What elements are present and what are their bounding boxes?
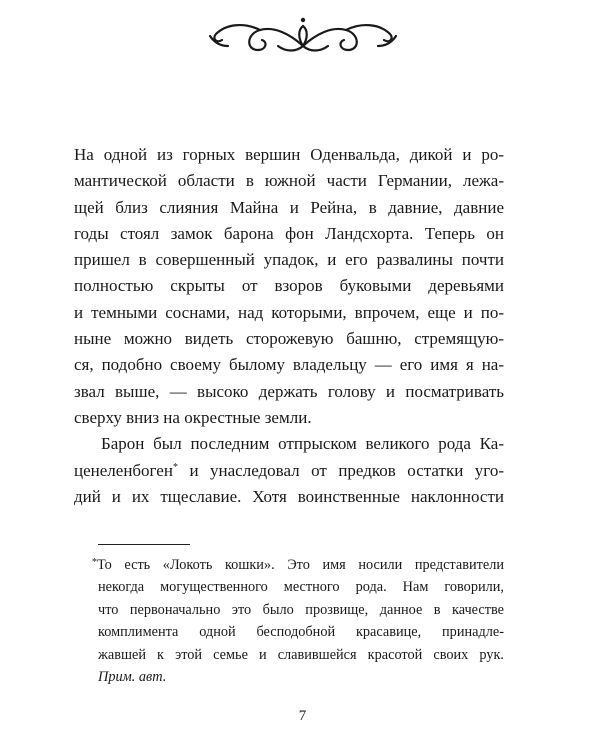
flourish-ornament [208,12,398,62]
footnote-reference[interactable]: * [172,461,178,473]
text-line: щей близ слияния Майна и Рейна, в давние, давние [74,197,504,217]
text-fragment: и унаследовал от предков остатки уго- [177,460,504,480]
footnote-line: комплимента одной бесподобной красавице, принадле- [98,624,504,641]
text-line [74,458,504,484]
text-line: и темными соснами, над которыми, впрочем, еще и по- [74,302,504,322]
footnote-line: некогда могущественного местного рода. Нам говорили, [98,579,504,596]
main-paragraphs [74,142,504,510]
text-line: годы стоял замок барона фон Ландсхорта. Теперь он [74,223,504,243]
text-line: На одной из горных вершин Оденвальда, дикой и ро- [74,145,504,164]
text-line: сверху вниз на окрестные земли. [74,407,312,427]
text-line: ныне можно видеть сторожевую башню, стремящую- [74,329,504,349]
footnote [92,554,504,688]
text-fragment: ценеленбоген [74,460,173,480]
text-line: ся, подобно своему былому владельцу — его имя я на- [74,355,504,375]
footnote-attribution: Прим. авт. [98,668,167,685]
footnote-line: жавшей к этой семье и славившейся красотой своих рук. [98,646,504,663]
text-line: Барон был последним отпрыском великого рода Ка- [101,434,504,454]
page-number: 7 [298,708,307,724]
text-line: полностью скрыты от взоров буковыми деревьями [74,276,504,296]
footnote-marker: * [92,557,97,568]
text-line: пришел в совершенный упадок, и его развалины почти [74,250,504,270]
text-fragment: То есть «Локоть кошки». Это имя носили представители [97,557,504,573]
text-line: мантической области в южной части Германии, лежа- [74,171,504,191]
footnote-line: что первоначально это было прозвище, данное в качестве [98,601,504,618]
text-line: дий и их тщеславие. Хотя воинственные наклонности [74,486,504,506]
footnote-line [92,554,504,576]
footnote-divider [98,544,190,545]
text-line: звал выше, — высоко держать голову и посматривать [74,381,504,401]
